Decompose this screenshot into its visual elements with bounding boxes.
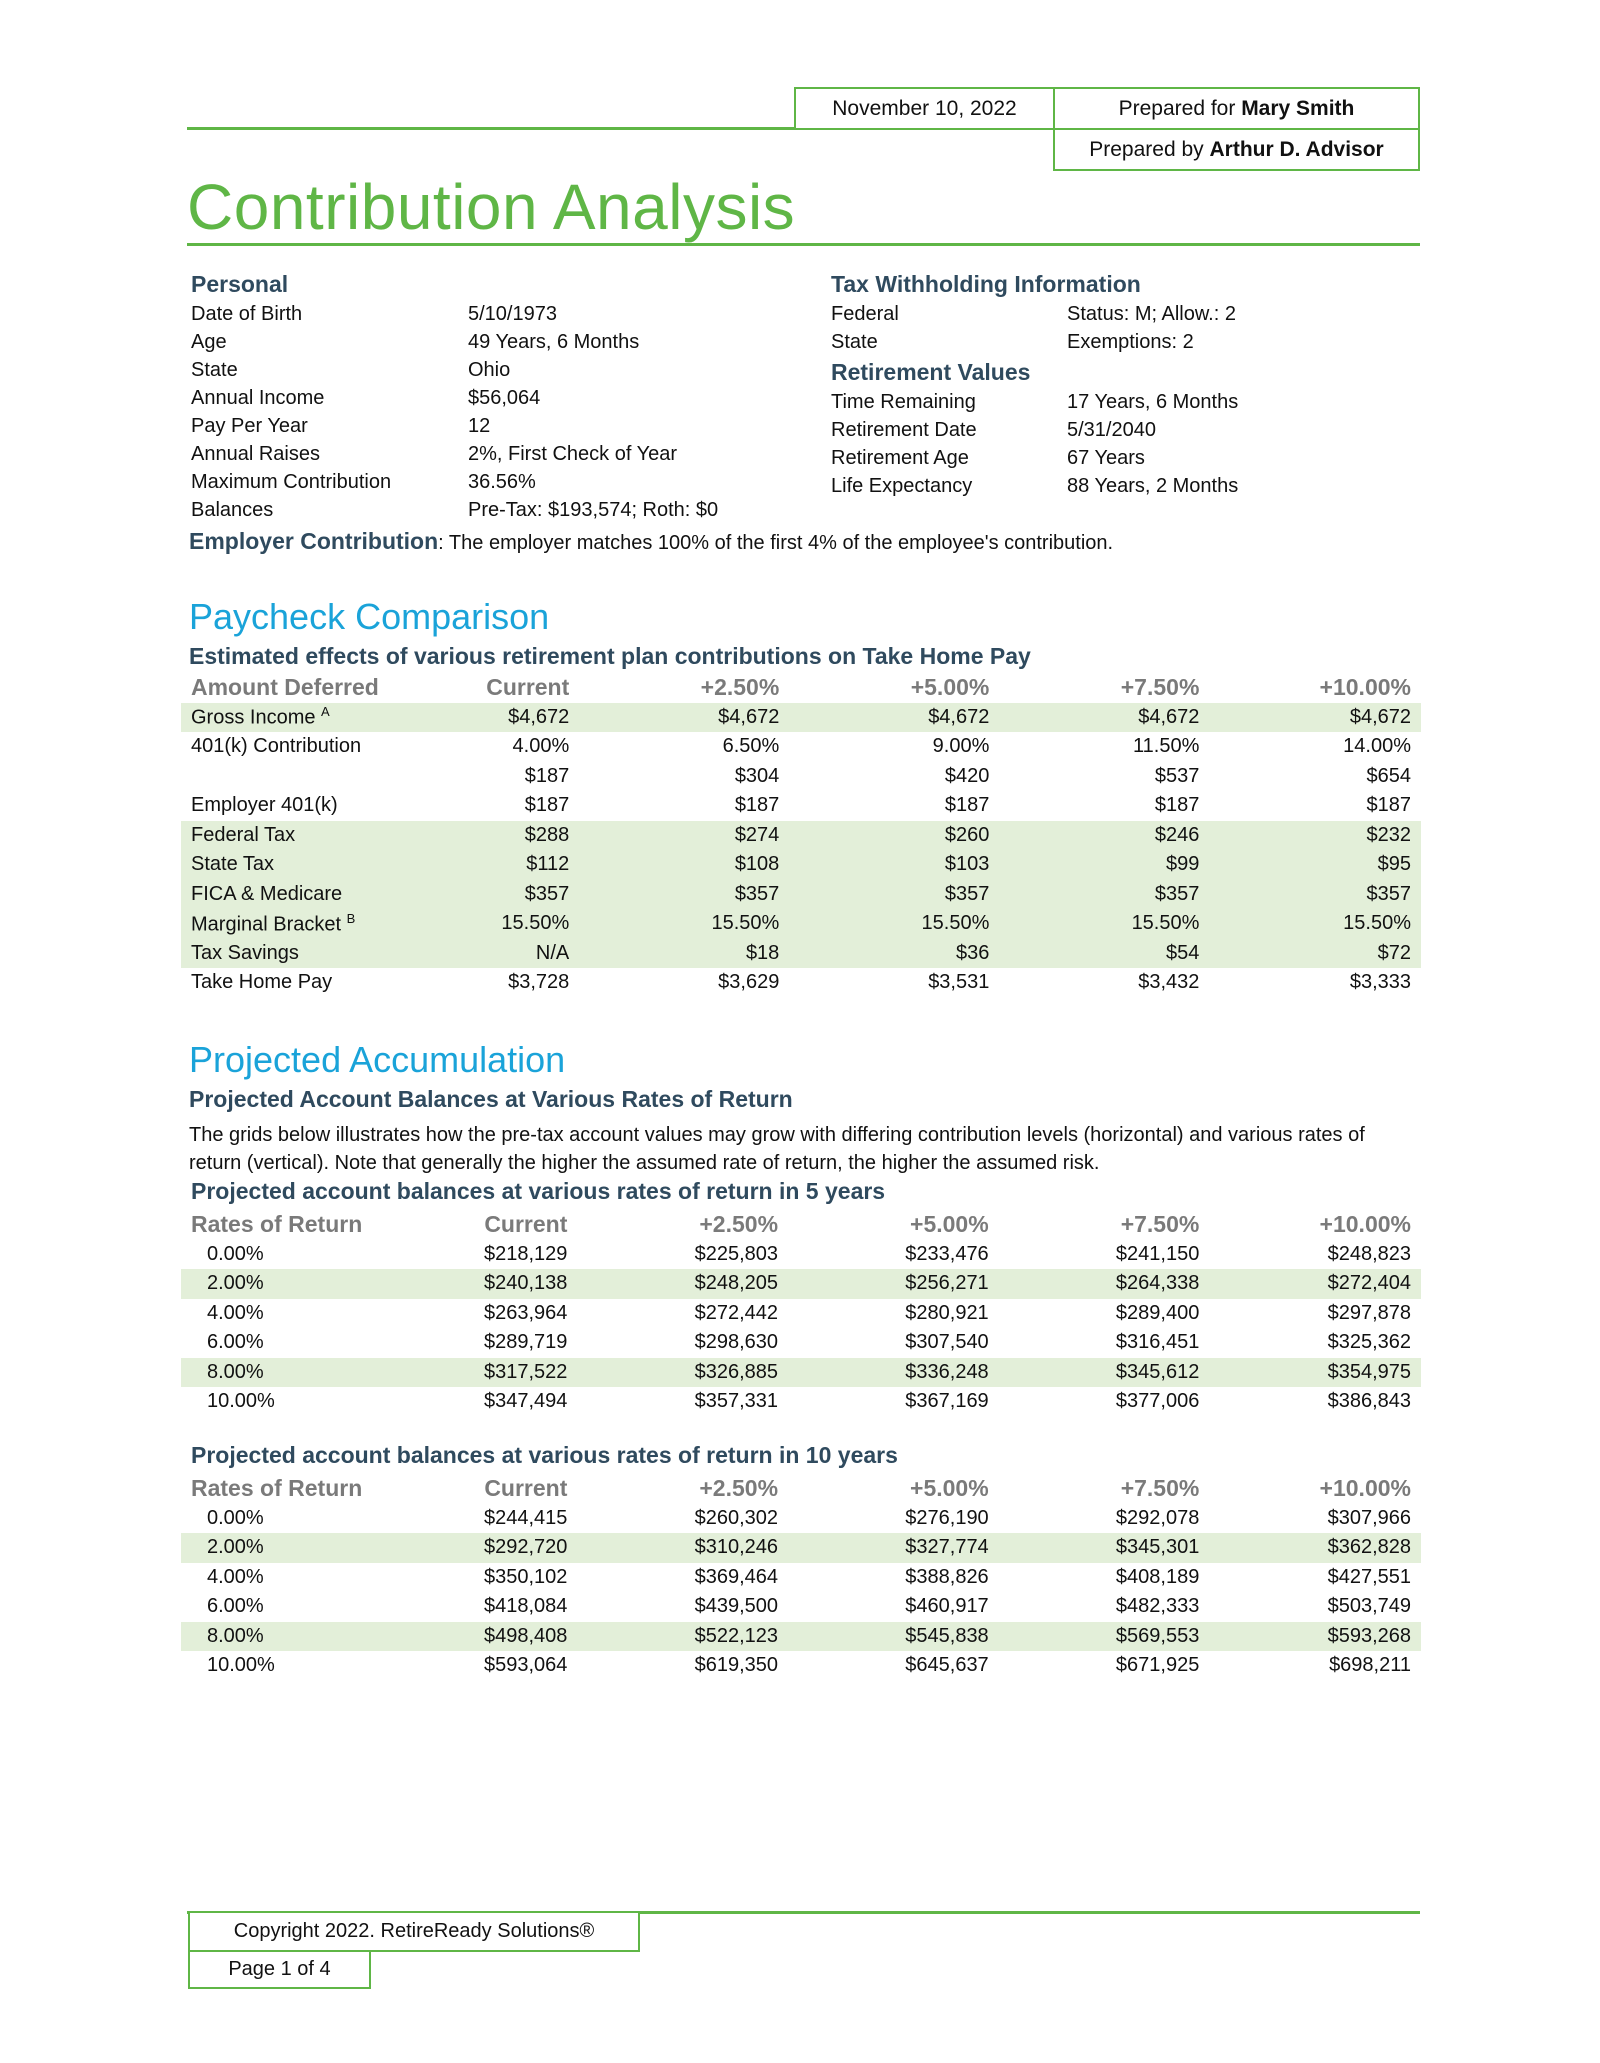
row-label	[181, 850, 444, 880]
table-cell: $297,878	[1327, 1301, 1411, 1324]
projected-description: The grids below illustrates how the pre-tax account values may grow with differing contribution levels (horizontal) and various rates of return (vertical). Note that generally the higher the assumed rate of return, the higher the assumed risk.	[189, 1124, 1365, 1174]
row-label	[181, 968, 444, 998]
retirement-row	[831, 472, 1391, 500]
row-label: 10.00%	[207, 1654, 275, 1677]
table-row	[181, 909, 1421, 939]
table-cell: $108	[579, 850, 789, 880]
table-cell: $298,630	[694, 1331, 779, 1354]
table-cell: $593,064	[483, 1654, 568, 1677]
paycheck-heading: Paycheck Comparison	[189, 596, 550, 637]
table-cell: 14.00%	[1343, 735, 1411, 758]
personal-label: Maximum Contribution	[191, 471, 392, 493]
page-number-box	[188, 1950, 371, 1989]
table-cell: $4,672	[1209, 703, 1421, 733]
table-cell: $369,464	[694, 1565, 779, 1588]
table-cell: $256,271	[788, 1269, 999, 1299]
grid-5yr-table	[181, 1210, 1421, 1417]
retirement-value: 67 Years	[1067, 447, 1145, 469]
row-label-text: Employer 401(k)	[191, 794, 338, 817]
table-cell: $307,966	[1327, 1506, 1411, 1529]
table-cell: $326,885	[577, 1358, 788, 1388]
table-row	[181, 732, 1421, 762]
tax-heading: Tax Withholding Information	[831, 271, 1141, 297]
prepared-by-box	[1053, 128, 1420, 171]
table-cell: $103	[789, 850, 999, 880]
page-title: Contribution Analysis	[187, 171, 796, 243]
personal-value: Ohio	[468, 359, 511, 381]
tax-row	[831, 300, 1391, 328]
table-cell: $569,553	[999, 1622, 1210, 1652]
employer-contribution	[189, 527, 1113, 557]
table-header-row	[181, 1210, 1421, 1240]
table-row	[181, 1299, 1421, 1329]
table-cell: $4,672	[444, 703, 580, 733]
personal-label: Annual Raises	[191, 443, 320, 465]
tax-row	[831, 328, 1391, 356]
column-header: +7.50%	[1120, 1475, 1200, 1502]
column-header: +5.00%	[910, 674, 990, 701]
row-label: 4.00%	[207, 1301, 264, 1324]
row-label-text: Gross Income	[191, 707, 316, 730]
page-number: Page 1 of 4	[228, 1958, 331, 1980]
table-row	[181, 850, 1421, 880]
row-label-text: Take Home Pay	[191, 971, 333, 994]
table-cell: $3,728	[508, 971, 570, 994]
table-row	[181, 762, 1421, 792]
table-cell: $95	[1209, 850, 1421, 880]
table-cell: $274	[579, 821, 789, 851]
personal-row	[191, 300, 791, 328]
retirement-value: 17 Years, 6 Months	[1067, 391, 1239, 413]
retirement-label: Time Remaining	[831, 391, 976, 413]
employer-text: : The employer matches 100% of the first 4% of the employee's contribution.	[438, 532, 1114, 554]
table-cell: $345,301	[999, 1533, 1210, 1563]
table-cell: $418,084	[483, 1595, 568, 1618]
table-cell: $260,302	[694, 1506, 779, 1529]
table-cell: $310,246	[577, 1533, 788, 1563]
table-cell: $288	[444, 821, 580, 851]
table-row	[181, 1533, 1421, 1563]
table-row	[181, 1387, 1421, 1417]
table-cell: $4,672	[579, 703, 789, 733]
personal-value: 5/10/1973	[468, 303, 557, 325]
grid-10yr-table	[181, 1474, 1421, 1681]
paycheck-subheading: Estimated effects of various retirement plan contributions on Take Home Pay	[189, 643, 1031, 669]
table-cell: $336,248	[788, 1358, 999, 1388]
row-label	[181, 762, 444, 792]
table-cell: $240,138	[442, 1269, 578, 1299]
table-cell: $292,720	[442, 1533, 578, 1563]
row-label-text: Marginal Bracket	[191, 913, 342, 936]
table-cell: $503,749	[1327, 1595, 1411, 1618]
table-cell: $307,540	[905, 1331, 989, 1354]
table-cell: $3,333	[1349, 971, 1411, 994]
prepared-for-name: Mary Smith	[1241, 96, 1355, 120]
retirement-heading: Retirement Values	[831, 359, 1031, 385]
table-cell: 15.50%	[1209, 909, 1421, 939]
table-cell: $347,494	[483, 1390, 568, 1413]
personal-label: Annual Income	[191, 387, 325, 409]
personal-value: 2%, First Check of Year	[468, 443, 677, 465]
column-header: Rates of Return	[191, 1211, 363, 1238]
table-cell: $260	[789, 821, 999, 851]
table-cell: $248,823	[1327, 1242, 1411, 1265]
retirement-row	[831, 444, 1391, 472]
table-cell: $357	[1209, 880, 1421, 910]
table-cell: $187	[734, 794, 780, 817]
table-row	[181, 1504, 1421, 1534]
table-cell: $263,964	[483, 1301, 568, 1324]
table-cell: $246	[999, 821, 1209, 851]
tax-value: Exemptions: 2	[1067, 331, 1194, 353]
table-cell: $244,415	[483, 1506, 568, 1529]
table-cell: $272,404	[1209, 1269, 1421, 1299]
copyright-box	[188, 1911, 640, 1952]
retirement-label: Retirement Date	[831, 419, 977, 441]
table-cell: $304	[734, 764, 780, 787]
table-cell: 11.50%	[1133, 735, 1200, 758]
retirement-value: 5/31/2040	[1067, 419, 1156, 441]
table-cell: $233,476	[905, 1242, 989, 1265]
column-header: Current	[484, 1211, 568, 1238]
personal-row	[191, 440, 791, 468]
table-row	[181, 1622, 1421, 1652]
retirement-label: Retirement Age	[831, 447, 969, 469]
tax-label: State	[831, 331, 878, 353]
table-cell: $316,451	[1115, 1331, 1200, 1354]
table-cell: $187	[524, 794, 570, 817]
table-header-row	[181, 1474, 1421, 1504]
prepared-for-box	[1053, 87, 1420, 130]
table-cell: $386,843	[1327, 1390, 1411, 1413]
table-cell: $317,522	[442, 1358, 578, 1388]
table-cell: $354,975	[1209, 1358, 1421, 1388]
table-cell: $280,921	[905, 1301, 989, 1324]
table-cell: $4,672	[789, 703, 999, 733]
column-header: +7.50%	[1120, 674, 1200, 701]
row-label: 2.00%	[181, 1269, 442, 1299]
copyright-text: Copyright 2022. RetireReady Solutions®	[233, 1920, 595, 1942]
column-header: +7.50%	[1120, 1211, 1200, 1238]
column-header: +10.00%	[1319, 1211, 1411, 1238]
table-cell: 6.50%	[722, 735, 780, 758]
table-cell: $276,190	[905, 1506, 989, 1529]
footnote-marker: A	[321, 704, 330, 720]
table-cell: $357	[579, 880, 789, 910]
table-cell: $36	[789, 939, 999, 969]
table-cell: $72	[1209, 939, 1421, 969]
row-label: 4.00%	[207, 1565, 264, 1588]
table-cell: $362,828	[1209, 1533, 1421, 1563]
row-label: 2.00%	[181, 1533, 442, 1563]
table-cell: $388,826	[905, 1565, 989, 1588]
table-cell: $218,129	[483, 1242, 568, 1265]
row-label	[181, 821, 444, 851]
row-label	[181, 791, 444, 821]
table-cell: $498,408	[442, 1622, 578, 1652]
grid-10yr-title: Projected account balances at various rates of return in 10 years	[191, 1442, 898, 1468]
personal-row	[191, 384, 791, 412]
table-row	[181, 1328, 1421, 1358]
table-cell: $377,006	[1115, 1390, 1200, 1413]
table-cell: $619,350	[694, 1654, 779, 1677]
retirement-row	[831, 416, 1391, 444]
table-row	[181, 1269, 1421, 1299]
prepared-by-label: Prepared by	[1089, 137, 1204, 161]
table-cell: $408,189	[1115, 1565, 1200, 1588]
row-label-text: Federal Tax	[191, 823, 296, 846]
paycheck-table	[181, 673, 1421, 998]
column-header: Rates of Return	[191, 1475, 363, 1502]
row-label: 6.00%	[207, 1331, 264, 1354]
row-label: 8.00%	[181, 1622, 442, 1652]
personal-value: $56,064	[468, 387, 541, 409]
row-label-text: State Tax	[191, 853, 275, 876]
table-row	[181, 791, 1421, 821]
row-label: 0.00%	[207, 1242, 264, 1265]
table-cell: $420	[944, 764, 990, 787]
header-rule	[187, 127, 796, 130]
retirement-row	[831, 388, 1391, 416]
table-cell: 9.00%	[932, 735, 990, 758]
row-label-text: FICA & Medicare	[191, 882, 343, 905]
date-box	[794, 87, 1055, 130]
table-cell: $427,551	[1327, 1565, 1411, 1588]
row-label	[181, 703, 444, 733]
table-cell: 15.50%	[999, 909, 1209, 939]
table-cell: $225,803	[694, 1242, 779, 1265]
table-row	[181, 1592, 1421, 1622]
row-label	[181, 939, 444, 969]
row-label: 8.00%	[181, 1358, 442, 1388]
column-header: +10.00%	[1319, 674, 1411, 701]
personal-value: 12	[468, 415, 491, 437]
table-header-row	[181, 673, 1421, 703]
table-row	[181, 880, 1421, 910]
table-cell: $248,205	[577, 1269, 788, 1299]
table-cell: $187	[944, 794, 990, 817]
table-cell: $3,432	[1138, 971, 1200, 994]
column-header: +2.50%	[700, 674, 780, 701]
projected-subheading: Projected Account Balances at Various Rates of Return	[189, 1086, 793, 1112]
table-cell: $593,268	[1209, 1622, 1421, 1652]
table-cell: $232	[1209, 821, 1421, 851]
retirement-value: 88 Years, 2 Months	[1067, 475, 1239, 497]
table-row	[181, 1651, 1421, 1681]
table-cell: $357	[789, 880, 999, 910]
table-cell: $537	[1154, 764, 1200, 787]
table-cell: $112	[444, 850, 580, 880]
column-header: +2.50%	[699, 1211, 779, 1238]
table-cell: $545,838	[788, 1622, 999, 1652]
table-cell: $325,362	[1327, 1331, 1411, 1354]
table-row	[181, 821, 1421, 851]
row-label: 10.00%	[207, 1390, 275, 1413]
table-row	[181, 1358, 1421, 1388]
personal-label: Date of Birth	[191, 303, 303, 325]
table-cell: $3,629	[718, 971, 780, 994]
table-cell: $99	[999, 850, 1209, 880]
retirement-label: Life Expectancy	[831, 475, 973, 497]
table-cell: $671,925	[1115, 1654, 1200, 1677]
table-cell: $4,672	[999, 703, 1209, 733]
table-cell: $439,500	[694, 1595, 779, 1618]
row-label-text: 401(k) Contribution	[191, 735, 362, 758]
row-label: 0.00%	[207, 1506, 264, 1529]
column-header: +10.00%	[1319, 1475, 1411, 1502]
personal-value: 49 Years, 6 Months	[468, 331, 640, 353]
table-cell: $3,531	[928, 971, 990, 994]
column-header: Amount Deferred	[191, 674, 379, 701]
personal-row	[191, 412, 791, 440]
tax-value: Status: M; Allow.: 2	[1067, 303, 1236, 325]
personal-row	[191, 328, 791, 356]
table-cell: $350,102	[483, 1565, 568, 1588]
row-label-text: Tax Savings	[191, 941, 299, 964]
table-cell: $460,917	[905, 1595, 989, 1618]
table-cell: $367,169	[905, 1390, 989, 1413]
table-cell: $289,400	[1115, 1301, 1200, 1324]
personal-row	[191, 496, 791, 524]
table-cell: $264,338	[999, 1269, 1210, 1299]
row-label	[181, 732, 444, 762]
table-cell: $345,612	[999, 1358, 1210, 1388]
table-cell: 15.50%	[444, 909, 580, 939]
table-cell: $357,331	[694, 1390, 779, 1413]
table-cell: $698,211	[1329, 1654, 1411, 1677]
tax-label: Federal	[831, 303, 899, 325]
table-cell: $327,774	[788, 1533, 999, 1563]
column-header: +5.00%	[910, 1475, 989, 1502]
table-cell: $292,078	[1115, 1506, 1200, 1529]
prepared-for-label: Prepared for	[1118, 96, 1236, 120]
column-header: Current	[486, 674, 570, 701]
table-cell: $357	[999, 880, 1209, 910]
table-cell: $272,442	[694, 1301, 779, 1324]
table-row	[181, 1563, 1421, 1593]
title-rule	[187, 243, 1420, 246]
personal-value: Pre-Tax: $193,574; Roth: $0	[468, 499, 719, 521]
table-cell: 15.50%	[579, 909, 789, 939]
table-cell: $54	[999, 939, 1209, 969]
table-row	[181, 968, 1421, 998]
table-row	[181, 703, 1421, 733]
table-cell: $357	[444, 880, 580, 910]
personal-label: Pay Per Year	[191, 415, 308, 437]
table-cell: 15.50%	[789, 909, 999, 939]
table-cell: $289,719	[483, 1331, 568, 1354]
report-date: November 10, 2022	[832, 96, 1017, 120]
personal-label: Balances	[191, 499, 274, 521]
employer-label: Employer Contribution	[189, 528, 439, 554]
table-cell: $187	[1366, 794, 1411, 817]
table-cell: $522,123	[577, 1622, 788, 1652]
footnote-marker: B	[346, 910, 356, 926]
personal-section	[191, 268, 791, 524]
personal-label: Age	[191, 331, 227, 353]
personal-value: 36.56%	[468, 471, 536, 493]
table-row	[181, 1240, 1421, 1270]
table-cell: $654	[1366, 764, 1411, 787]
column-header: +2.50%	[699, 1475, 779, 1502]
row-label	[181, 909, 444, 939]
personal-row	[191, 356, 791, 384]
table-cell: 4.00%	[512, 735, 570, 758]
row-label: 6.00%	[207, 1595, 264, 1618]
table-cell: $187	[1154, 794, 1200, 817]
table-row	[181, 939, 1421, 969]
personal-heading: Personal	[191, 271, 289, 297]
table-cell: $482,333	[1115, 1595, 1200, 1618]
tax-section	[831, 268, 1391, 500]
grid-5yr-title: Projected account balances at various rates of return in 5 years	[191, 1178, 886, 1204]
row-label	[181, 880, 444, 910]
table-cell: N/A	[444, 939, 580, 969]
table-cell: $645,637	[905, 1654, 989, 1677]
personal-row	[191, 468, 791, 496]
column-header: Current	[484, 1475, 568, 1502]
projected-heading: Projected Accumulation	[189, 1039, 566, 1080]
prepared-by-name: Arthur D. Advisor	[1209, 137, 1384, 161]
column-header: +5.00%	[910, 1211, 989, 1238]
table-cell: $187	[524, 764, 570, 787]
personal-label: State	[191, 359, 238, 381]
table-cell: $241,150	[1115, 1242, 1200, 1265]
table-cell: $18	[579, 939, 789, 969]
